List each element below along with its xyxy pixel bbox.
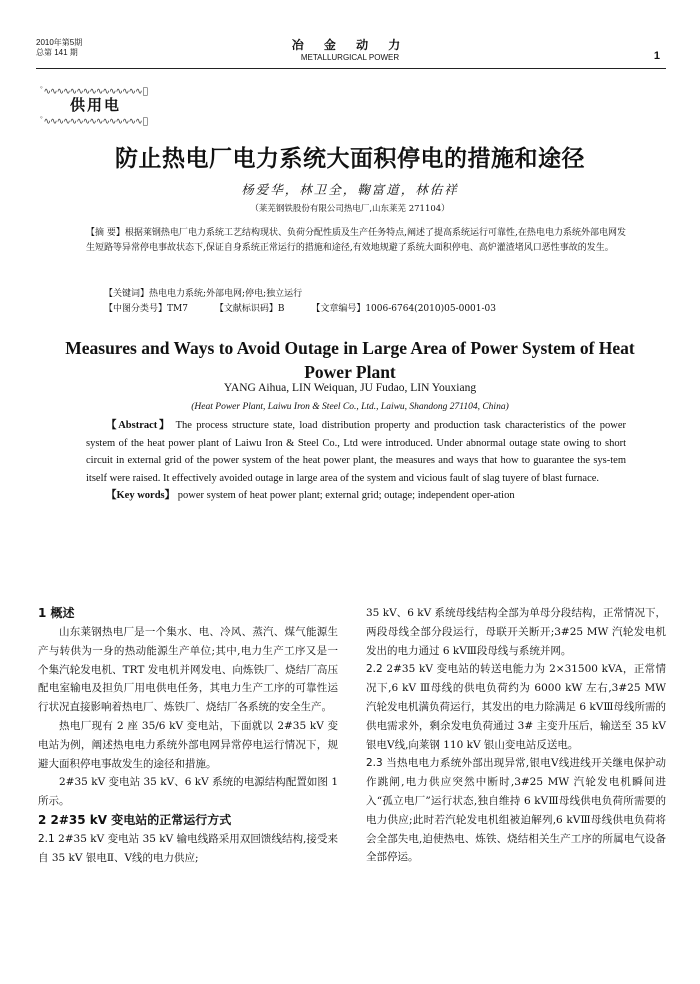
- abstract-en-label: 【Abstract】: [106, 420, 172, 431]
- column-tag: [40, 84, 150, 126]
- paragraph: 35 kV、6 kV 系统母线结构全部为单母分段结构，正常情况下，两段母线全部分段运行，母联开关断开;3#25 MW 汽轮发电机发出的电力通过 6 kVⅢ段母线与系统并网。: [366, 607, 666, 657]
- issue-line-2: 总第 141 期: [36, 48, 78, 57]
- journal-name-en: METALLURGICAL POWER: [300, 53, 400, 62]
- classification-line: [104, 301, 520, 314]
- keywords-cn: 【关键词】热电电力系统;外部电网;停电;独立运行: [104, 289, 303, 299]
- issue-line-1: 2010年第5期: [36, 38, 83, 47]
- ornament-top: ﾟ∿∿∿∿∿∿∿∿∿∿∿∿∿∿∿ﾟ: [40, 87, 148, 97]
- document-code: 【文献标识码】B: [214, 304, 285, 314]
- paragraph: 2#35 kV 变电站 35 kV、6 kV 系统的电源结构配置如图 1 所示。: [38, 776, 338, 808]
- journal-name-cn: 冶 金 动 力: [291, 38, 409, 52]
- journal-name: [0, 36, 700, 63]
- authors-cn: 杨爱华，林卫全，鞠富道，林佑祥: [241, 182, 459, 197]
- paragraph: 山东莱钢热电厂是一个集水、电、冷风、蒸汽、煤气能源生产与转供为一身的热动能源生产单位;其中,电力生产工序又是一个集汽轮发电机、TRT 发电机并网发电、向炼铁厂、烧结厂高压配电室输电及担负厂用电供电任务，其电力生产工序的可靠性运行状况直接影响着热电厂、炼铁厂、烧结厂各系统的安全生产。: [38, 626, 338, 714]
- article-number: 【文章编号】1006-6764(2010)05-0001-03: [311, 304, 496, 314]
- keywords-en-text: power system of heat power plant; external grid; outage; independent oper-ation: [175, 490, 515, 501]
- abstract-en-text: The process structure state, load distribution property and production task characteristics of the power system of the heat power plant of Laiwu Iron & Steel Co., Ltd were introduced. Under abnormal outage state owing to short circuit in external grid of the power system of the heat power plant, the measures and ways that how to guarantee the sys-tem itself were raised. It effectively avoided outage in large area of the system and vicious fault of slag tuyere of blast furnace.: [86, 420, 626, 484]
- clc-number: 【中图分类号】TM7: [104, 304, 188, 314]
- body-column-right: [366, 604, 666, 867]
- header-rule: [36, 68, 666, 69]
- subsection-text: 2#35 kV 变电站 35 kV 输电线路采用双回馈线结构,接受来自 35 kV 银电Ⅱ、Ⅴ线的电力供应;: [38, 832, 338, 864]
- column-label: 供用电: [70, 96, 122, 114]
- subsection-text: 2#35 kV 变电站的转送电能力为 2×31500 kVA，正常情况下,6 kV Ⅲ母线的供电负荷约为 6000 kW 左右,3#25 MW 汽轮发电机满负荷运行，其发出的电力除满足 6 kVⅢ母线所需的供电需求外，剩余发电负荷通过 3# 主变升压后，输送至 35 kV 银电Ⅴ线,向莱钢 110 kV 银山变电站反送电。: [366, 663, 666, 751]
- abstract-cn: [86, 226, 626, 256]
- subsection-number: 2.1: [38, 832, 55, 845]
- subsection-number: 2.3: [366, 757, 383, 770]
- subsection-text: 当热电电力系统外部出现异常,银电Ⅴ线进线开关继电保护动作跳闸,电力供应突然中断时,3#25 MW 汽轮发电机瞬间进入“孤立电厂”运行状态,独自维持 6 kVⅢ母线供电负荷所需要的电力供应;此时若汽轮发电机组被迫解列,6 kVⅢ母线供电负荷将会全部失电,迫使热电、炼铁、烧结相关生产工序的所属电气设备全部停运。: [366, 757, 666, 864]
- affiliation-cn: （莱芜钢铁股份有限公司热电厂,山东莱芜 271104）: [250, 204, 450, 214]
- section-2-heading: 2 2#35 kV 变电站的正常运行方式: [38, 812, 232, 827]
- section-1-heading: 1 概述: [38, 606, 75, 620]
- abstract-en-paragraph: [86, 417, 626, 487]
- paragraph: 热电厂现有 2 座 35/6 kV 变电站，下面就以 2#35 kV 变电站为例，阐述热电电力系统外部电网异常停电运行情况下，规避大面积停电事故发生的途径和措施。: [38, 719, 338, 770]
- page-number: 1: [653, 50, 660, 62]
- article-title-cn: 防止热电厂电力系统大面积停电的措施和途径: [115, 145, 585, 172]
- body-column-left: [38, 604, 338, 868]
- ornament-bottom: ﾟ∿∿∿∿∿∿∿∿∿∿∿∿∿∿∿ﾟ: [40, 117, 148, 127]
- abstract-cn-text: 【摘 要】根据莱钢热电厂电力系统工艺结构现状、负荷分配性质及生产任务特点,阐述了提高系统运行可靠性,在热电电力系统外部电网发生短路等异常停电事故状态下,保证自身系统正常运行的措施和途径,有效地规避了系统大面积停电、高炉灌渣堵风口恶性事故的发生。: [86, 228, 626, 253]
- keywords-en-label: 【Key words】: [106, 490, 176, 501]
- subsection-number: 2.2: [366, 663, 383, 676]
- article-title-en: Measures and Ways to Avoid Outage in Large Area of Power System of Heat Power Plant: [65, 338, 635, 382]
- abstract-en: [86, 417, 626, 505]
- keywords-en-paragraph: [86, 487, 626, 505]
- authors-en: YANG Aihua, LIN Weiquan, JU Fudao, LIN Youxiang: [223, 382, 477, 394]
- affiliation-en: (Heat Power Plant, Laiwu Iron & Steel Co., Ltd., Laiwu, Shandong 271104, China): [191, 402, 509, 412]
